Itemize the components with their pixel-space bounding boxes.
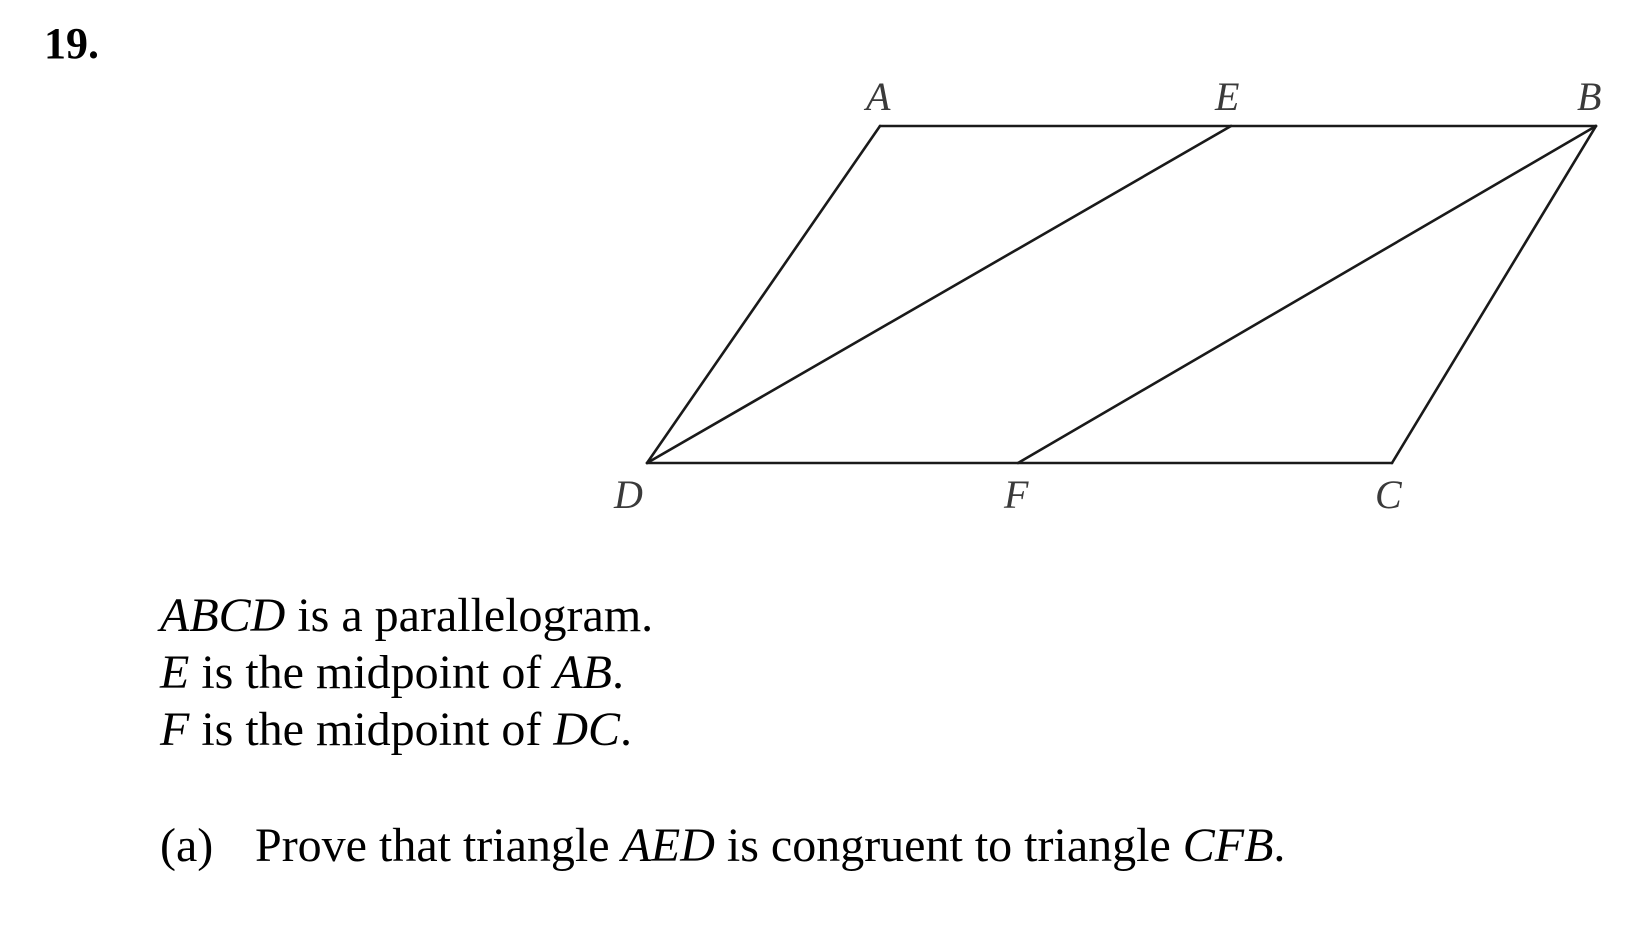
question-number: 19.	[44, 19, 99, 68]
vertex-label-e: E	[1215, 74, 1240, 119]
statement-math: E	[160, 646, 190, 699]
question-text: .	[1273, 819, 1286, 872]
vertex-label-a: A	[866, 74, 891, 119]
statement-text: is a parallelogram.	[285, 589, 654, 642]
segment-bf	[1018, 126, 1596, 463]
statement-math: AB	[553, 646, 612, 699]
statement-math: ABCD	[160, 589, 286, 642]
vertex-label-f: F	[1004, 472, 1029, 517]
vertex-label-c: C	[1375, 472, 1402, 517]
statement-text: .	[611, 646, 624, 699]
part-a-label: (a)	[160, 819, 214, 872]
statement-text: .	[620, 703, 632, 756]
question-text: Prove that triangle	[255, 819, 622, 872]
question-math: AED	[621, 819, 715, 872]
statement-midpoint-e	[160, 646, 624, 699]
statement-math: F	[160, 703, 190, 756]
question-text: is congruent to triangle	[714, 819, 1183, 872]
vertex-label-d: D	[614, 472, 643, 517]
edge-ad	[647, 126, 880, 463]
statement-midpoint-f	[160, 703, 632, 756]
part-a-question	[255, 819, 1286, 872]
statement-text: is the midpoint of	[189, 703, 554, 756]
statement-text: is the midpoint of	[189, 646, 554, 699]
statement-parallelogram	[160, 589, 654, 642]
edge-bc	[1392, 126, 1596, 463]
vertex-label-b: B	[1577, 74, 1602, 119]
statement-math: DC	[553, 703, 620, 756]
segment-ed	[647, 126, 1231, 463]
question-math: CFB	[1182, 819, 1274, 872]
